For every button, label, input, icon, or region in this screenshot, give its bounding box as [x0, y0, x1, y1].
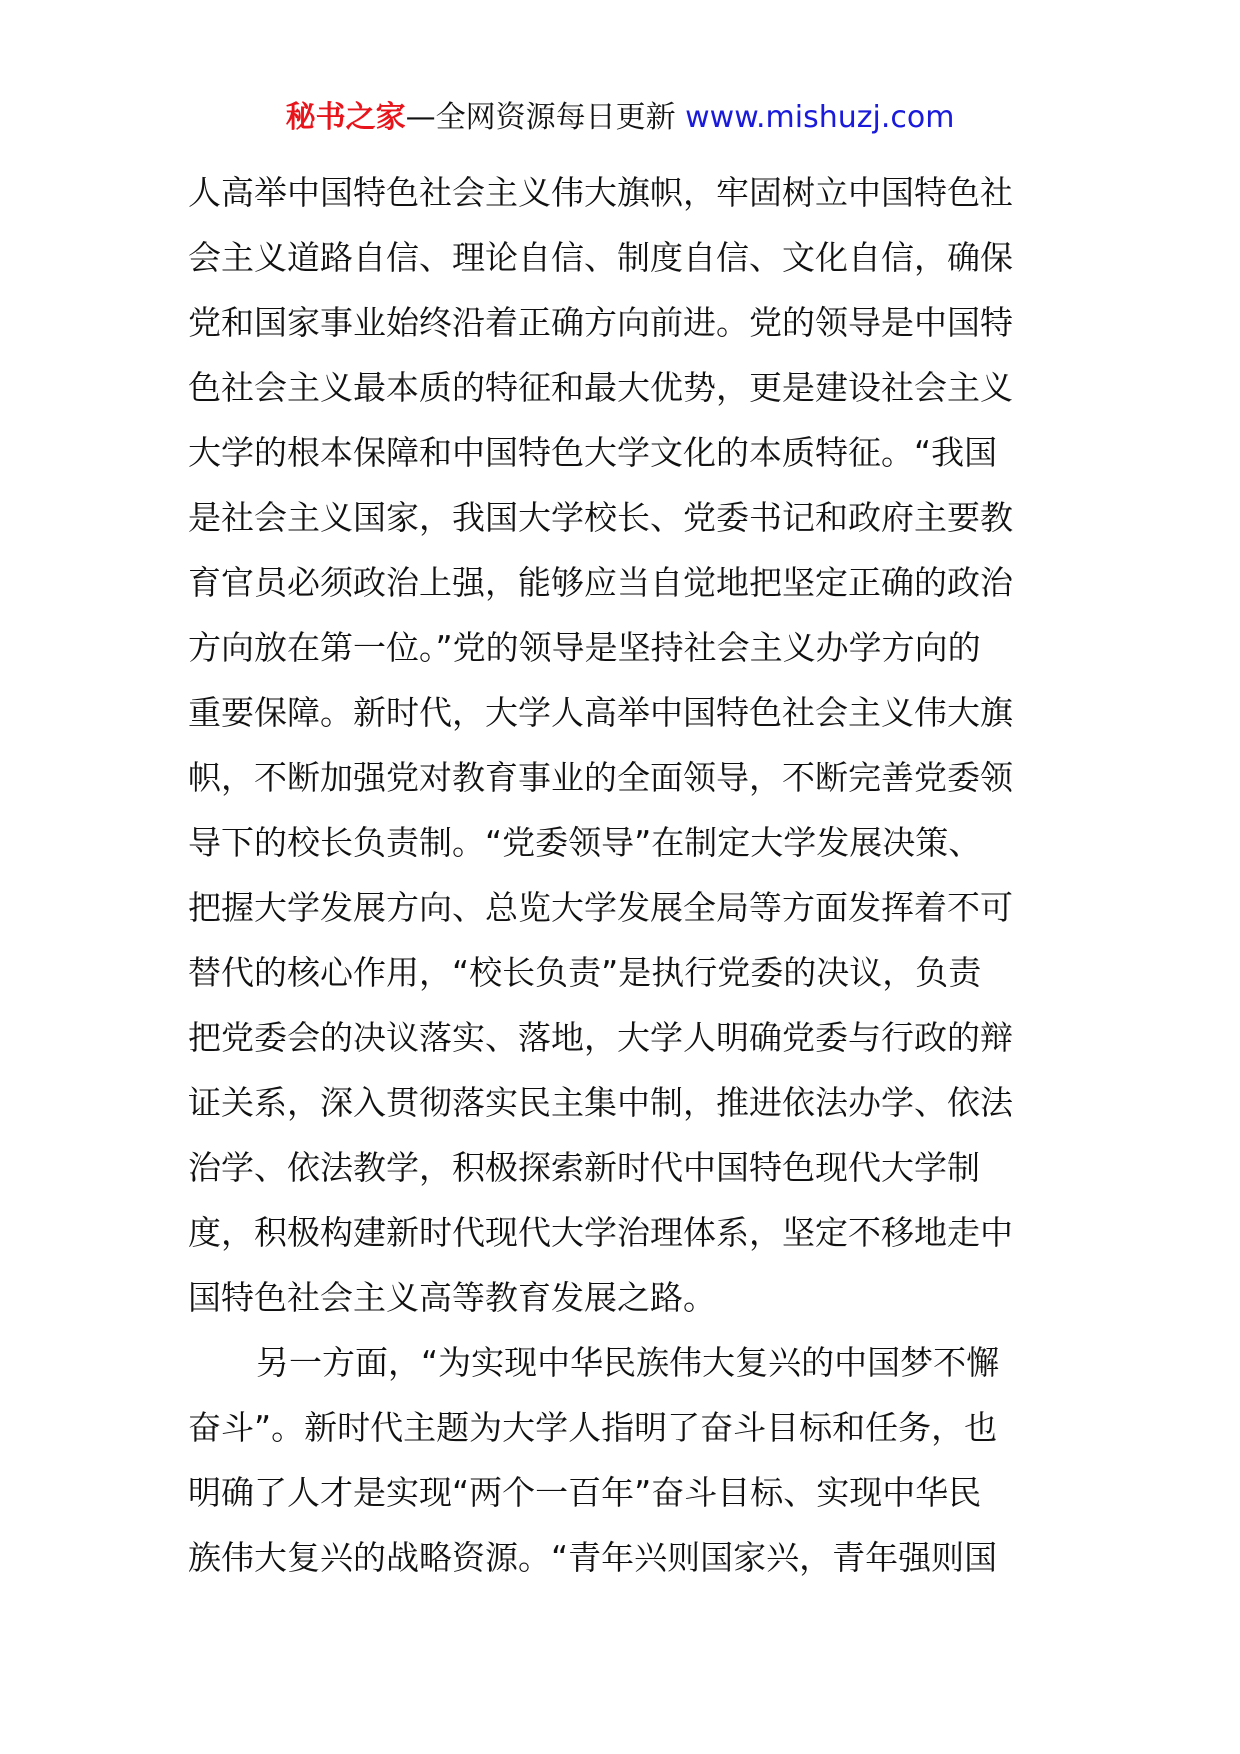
text-line: 族伟大复兴的战略资源。“青年兴则国家兴，青年强则国: [188, 1538, 998, 1577]
text-line: 重要保障。新时代，大学人高举中国特色社会主义伟大旗: [188, 693, 1013, 732]
document-body: [188, 160, 1058, 1590]
text-line: 帜，不断加强党对教育事业的全面领导，不断完善党委领: [188, 758, 1013, 797]
text-line: 会主义道路自信、理论自信、制度自信、文化自信，确保: [188, 238, 1013, 277]
site-tagline: —全网资源每日更新: [405, 100, 686, 135]
text-line: 把握大学发展方向、总览大学发展全局等方面发挥着不可: [188, 888, 1013, 927]
text-line: 替代的核心作用，“校长负责”是执行党委的决议，负责: [188, 953, 982, 992]
site-brand: 秘书之家: [285, 100, 406, 135]
text-line: 人高举中国特色社会主义伟大旗帜，牢固树立中国特色社: [188, 173, 1013, 212]
text-line: 方向放在第一位。”党的领导是坚持社会主义办学方向的: [188, 628, 981, 667]
text-line: 色社会主义最本质的特征和最大优势，更是建设社会主义: [188, 368, 1013, 407]
page-header: [0, 98, 1240, 138]
text-line: 把党委会的决议落实、落地，大学人明确党委与行政的辩: [188, 1018, 1013, 1057]
text-line: 党和国家事业始终沿着正确方向前进。党的领导是中国特: [188, 303, 1013, 342]
text-line: 是社会主义国家，我国大学校长、党委书记和政府主要教: [188, 498, 1013, 537]
text-line: 奋斗”。新时代主题为大学人指明了奋斗目标和任务，也: [188, 1408, 998, 1447]
text-line: 明确了人才是实现“两个一百年”奋斗目标、实现中华民: [188, 1473, 982, 1512]
text-line: 另一方面，“为实现中华民族伟大复兴的中国梦不懈: [256, 1343, 1000, 1382]
site-url-link[interactable]: www.mishuzj.com: [685, 100, 955, 135]
text-line: 大学的根本保障和中国特色大学文化的本质特征。“我国: [188, 433, 998, 472]
text-line: 度，积极构建新时代现代大学治理体系，坚定不移地走中: [188, 1213, 1013, 1252]
text-line: 育官员必须政治上强，能够应当自觉地把坚定正确的政治: [188, 563, 1013, 602]
paragraph-2: [188, 1330, 1058, 1590]
text-line: 证关系，深入贯彻落实民主集中制，推进依法办学、依法: [188, 1083, 1013, 1122]
text-line: 治学、依法教学，积极探索新时代中国特色现代大学制: [188, 1148, 980, 1187]
paragraph-1: [188, 160, 1058, 1330]
text-line: 国特色社会主义高等教育发展之路。: [188, 1278, 716, 1317]
text-line: 导下的校长负责制。“党委领导”在制定大学发展决策、: [188, 823, 982, 862]
